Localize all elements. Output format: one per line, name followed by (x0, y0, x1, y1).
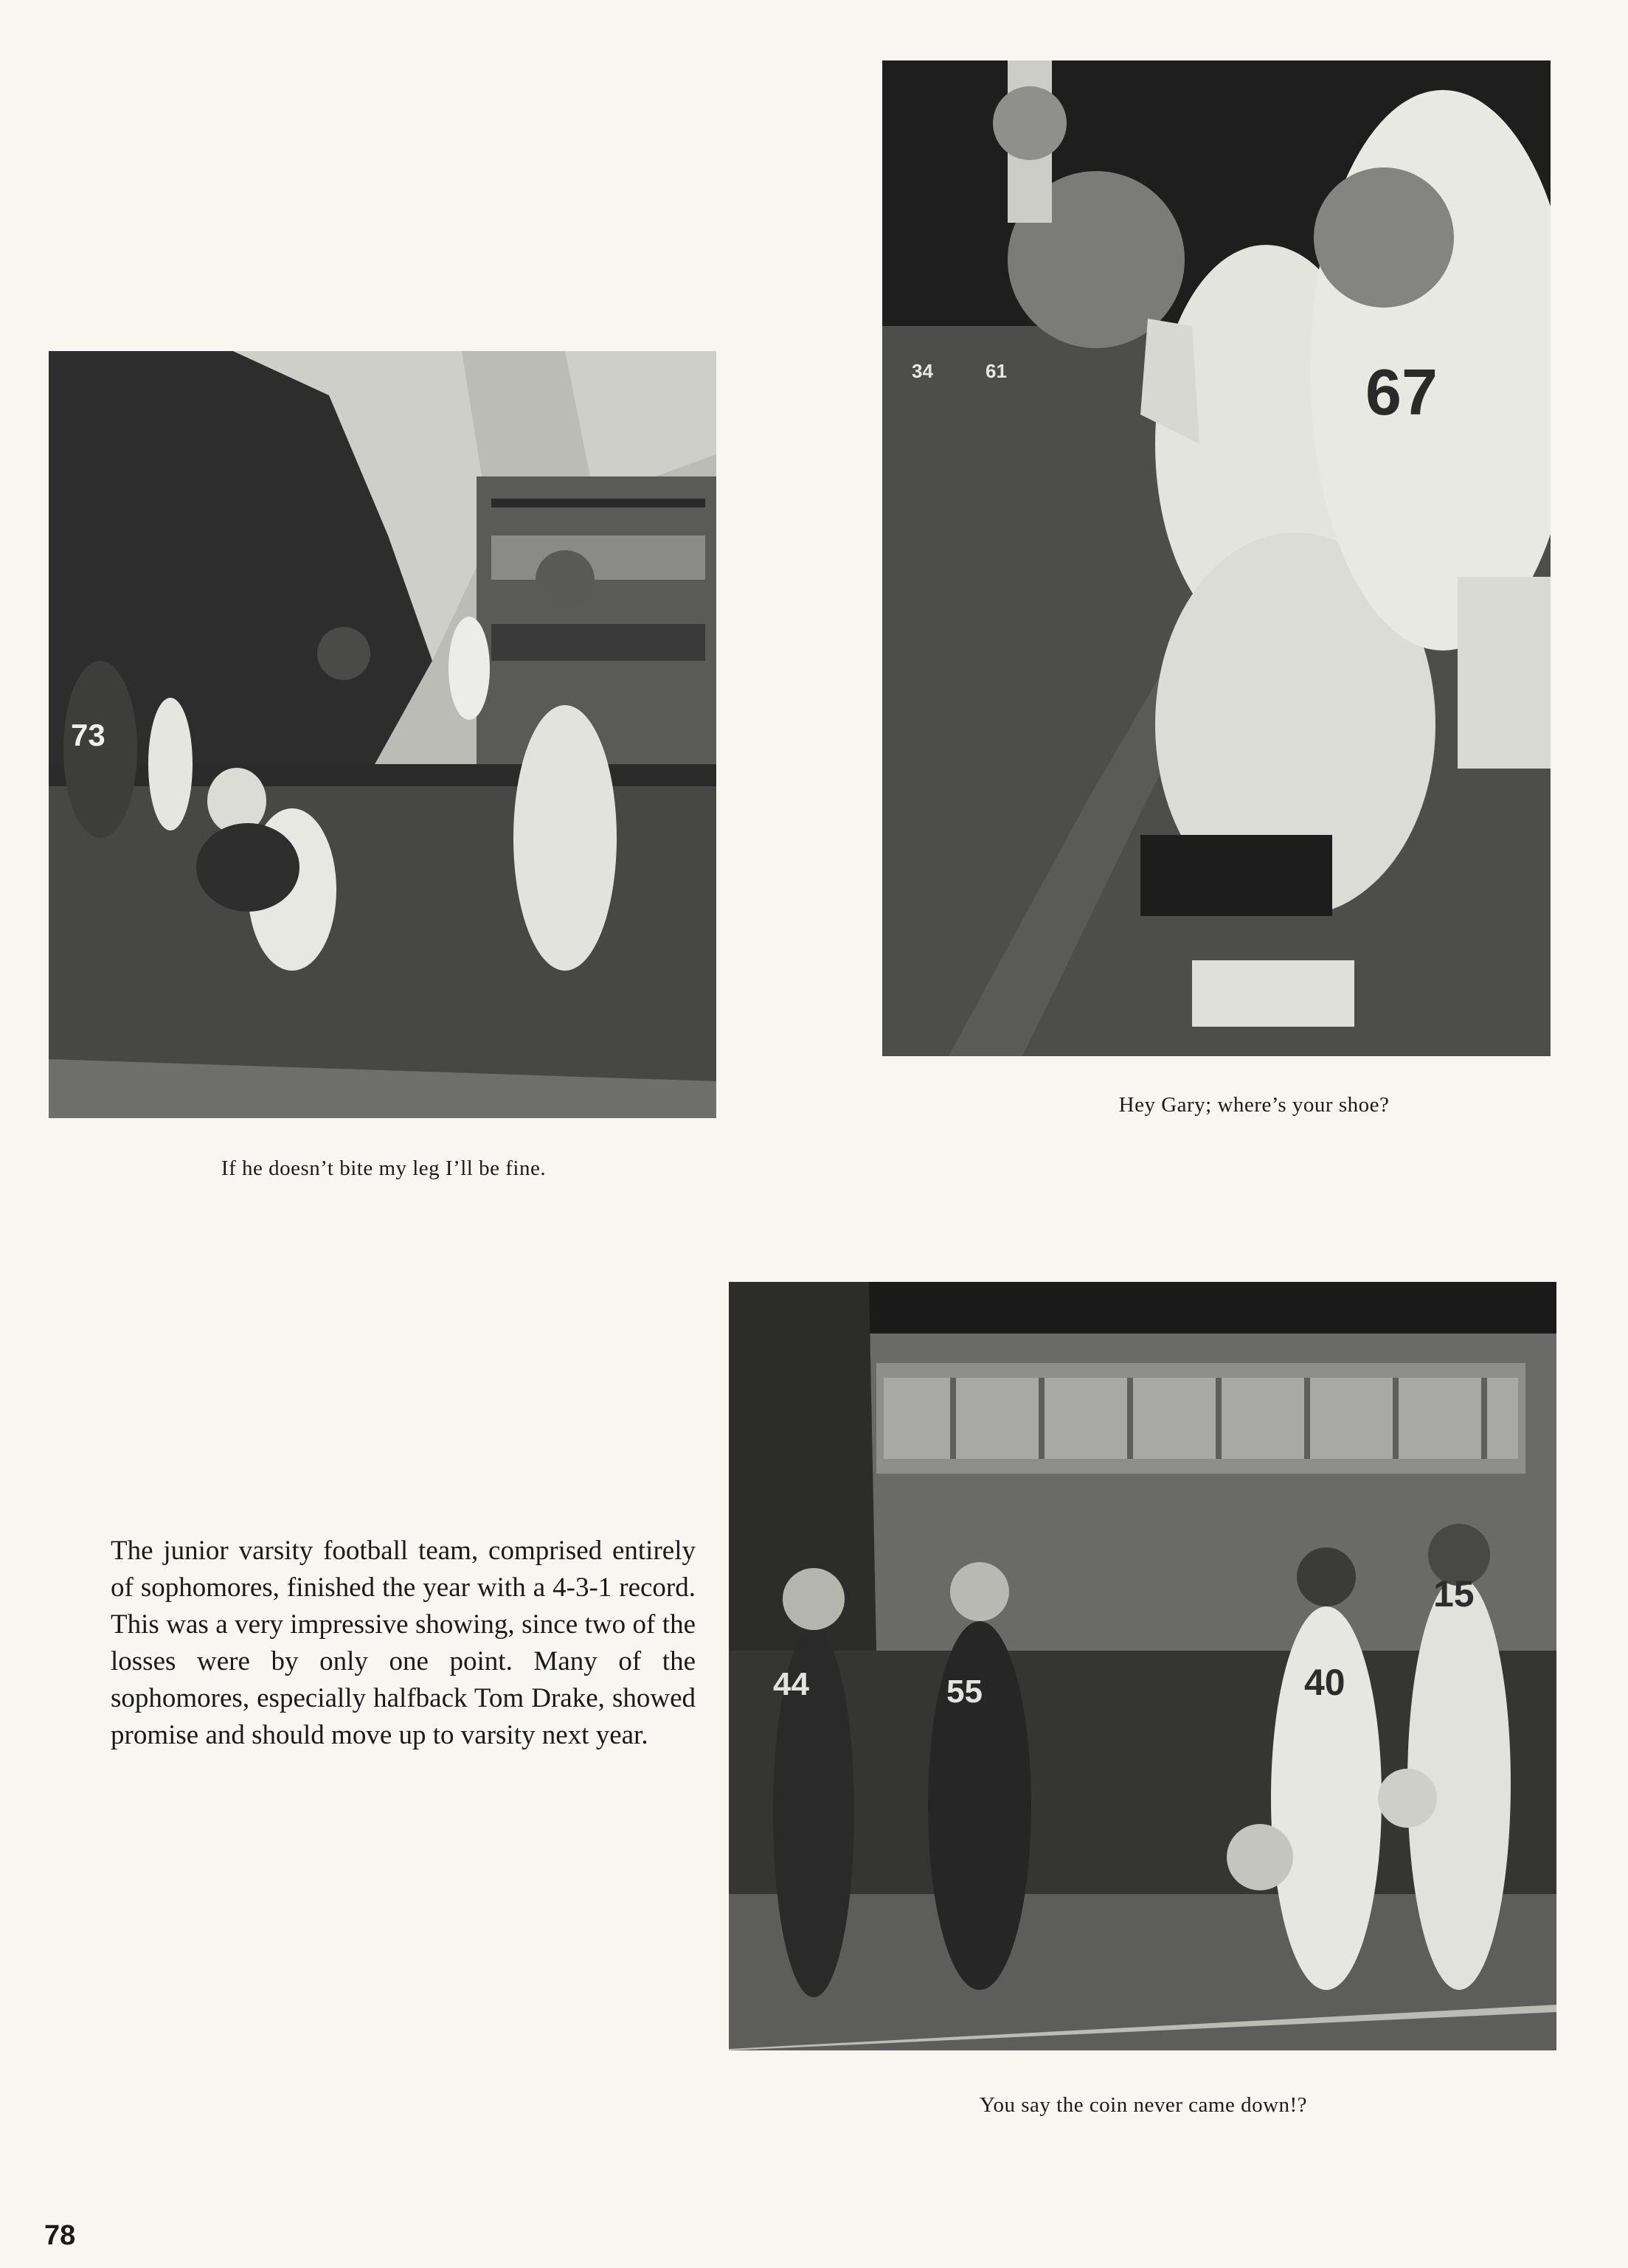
page-number: 78 (44, 2220, 76, 2251)
jersey-number-55: 55 (946, 1674, 983, 1710)
photo-missing-shoe-image (882, 60, 1551, 1056)
photo-coin-toss (729, 1282, 1556, 2050)
jersey-number-15: 15 (1433, 1573, 1475, 1615)
jersey-number-67: 67 (1365, 356, 1438, 429)
jersey-number-40: 40 (1304, 1662, 1345, 1703)
jersey-number-44: 44 (773, 1666, 809, 1702)
photo-coin-toss-image (729, 1282, 1556, 2050)
photo-missing-shoe (882, 60, 1551, 1056)
article-paragraph: The junior varsity football team, comprised entirely of sophomores, finished the year with a 4-3-1 record. This was a very impressive showing, since two of the losses were by only one point. Many of the sophomores, especially halfback Tom Drake, showed promise and should move up to varsity next year. (111, 1536, 696, 1750)
caption-leg-tackle: If he doesn’t bite my leg I’ll be fine. (221, 1156, 547, 1180)
caption-missing-shoe: Hey Gary; where’s your shoe? (1118, 1093, 1390, 1117)
photo-leg-tackle-image (49, 351, 716, 1118)
photo-leg-tackle (49, 351, 716, 1118)
jersey-number-73: 73 (71, 718, 105, 752)
caption-coin-toss: You say the coin never came down!? (979, 2093, 1308, 2117)
jersey-number-61: 61 (986, 360, 1007, 382)
jersey-number-34: 34 (912, 360, 933, 382)
